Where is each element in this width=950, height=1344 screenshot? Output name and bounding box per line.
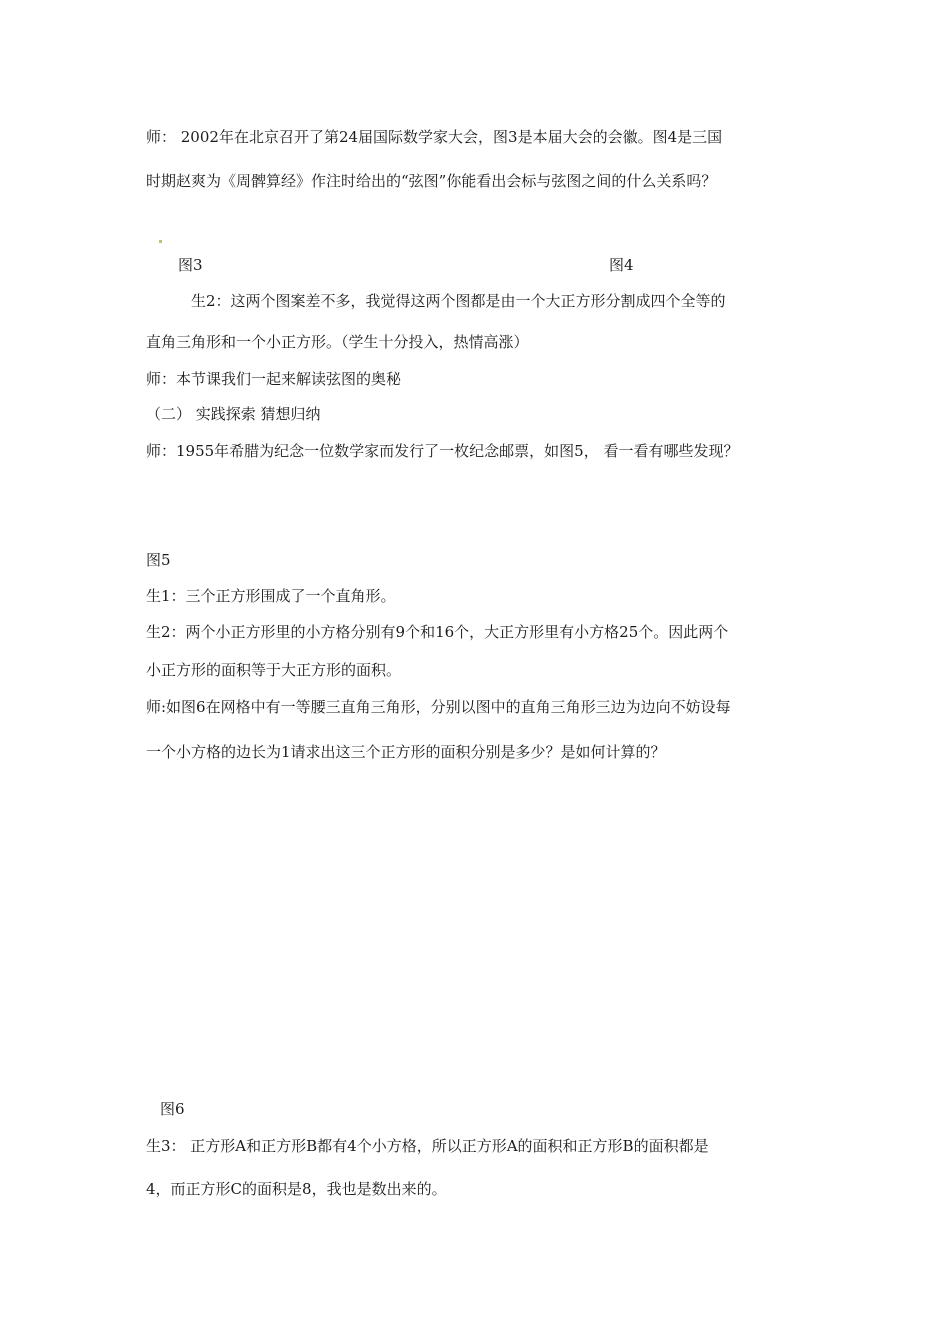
figure-4-caption: 图4 (609, 256, 634, 274)
paragraph-student2b-line1: 生2：两个小正方形里的小方格分别有9个和16个，大正方形里有小方格25个。因此两个 (146, 623, 729, 641)
paragraph-student3-line2: 4，而正方形C的面积是8，我也是数出来的。 (146, 1180, 447, 1198)
paragraph-teacher-intro-line1: 师： 2002年在北京召开了第24届国际数学家大会，图3是本届大会的会徽。图4是三国 (146, 128, 723, 146)
paragraph-student2-line1: 生2：这两个图案差不多，我觉得这两个图都是由一个大正方形分割成四个全等的 (191, 292, 726, 310)
paragraph-student2-line2: 直角三角形和一个小正方形。（学生十分投入，热情高涨） (146, 333, 529, 351)
paragraph-student1: 生1：三个正方形围成了一个直角形。 (146, 587, 396, 605)
figure-3-caption: 图3 (178, 256, 203, 274)
paragraph-student3-line1: 生3： 正方形A和正方形B都有4个小方格，所以正方形A的面积和正方形B的面积都是 (146, 1137, 709, 1155)
paragraph-student2b-line2: 小正方形的面积等于大正方形的面积。 (146, 661, 402, 679)
paragraph-teacher-stamp: 师：1955年希腊为纪念一位数学家而发行了一枚纪念邮票，如图5， 看一看有哪些发现？ (146, 442, 739, 460)
paragraph-teacher-secret: 师：本节课我们一起来解读弦图的奥秘 (146, 370, 402, 388)
figure-placeholder-mark (159, 240, 162, 243)
paragraph-teacher-grid-line2: 一个小方格的边长为1请求出这三个正方形的面积分别是多少？是如何计算的？ (146, 743, 666, 761)
figure-6-caption: 图6 (160, 1100, 185, 1118)
section-heading-practice: （二） 实践探索 猜想归纳 (146, 405, 321, 423)
figure-5-caption: 图5 (146, 551, 171, 569)
paragraph-teacher-intro-line2: 时期赵爽为《周髀算经》作注时给出的“弦图”你能看出会标与弦图之间的什么关系吗？ (146, 172, 717, 190)
paragraph-teacher-grid-line1: 师:如图6在网格中有一等腰三直角三角形，分别以图中的直角三角形三边为边向不妨设每 (146, 698, 731, 716)
